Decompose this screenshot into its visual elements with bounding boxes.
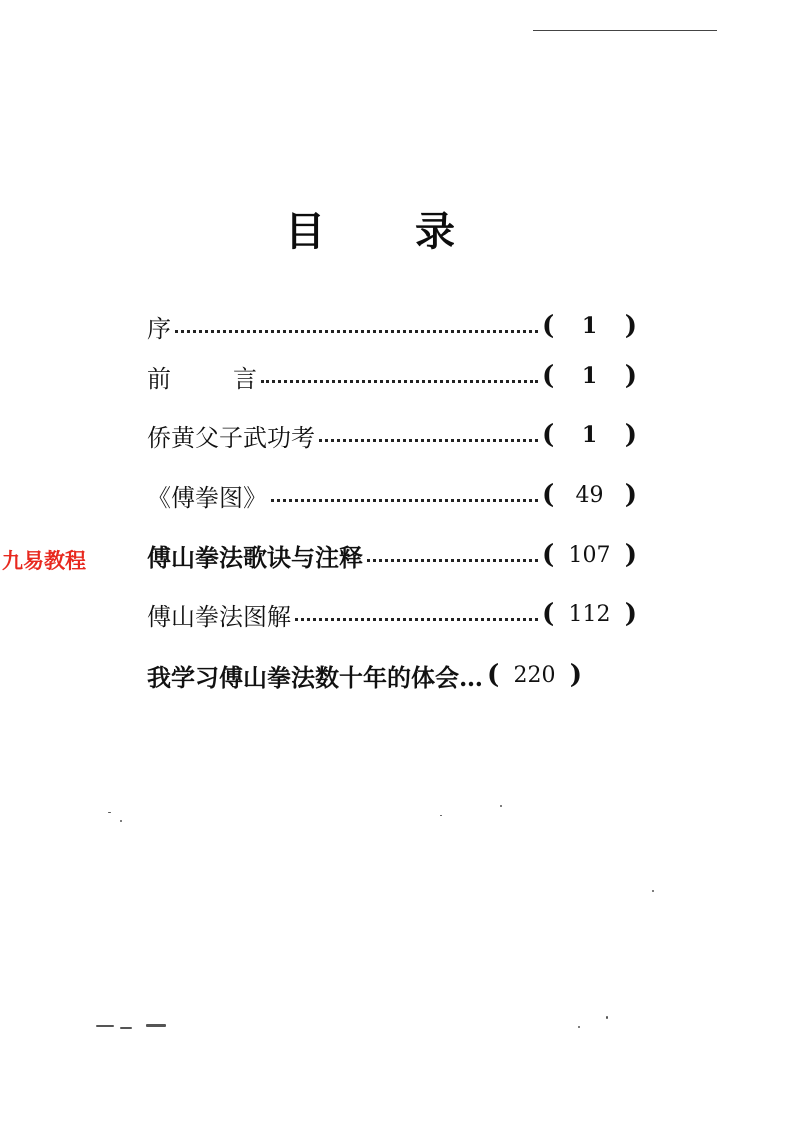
toc-page-ref bbox=[542, 311, 637, 341]
toc-entry-title: 序 bbox=[147, 314, 171, 343]
toc-page-number: 1 bbox=[581, 363, 598, 389]
dot-leader bbox=[367, 558, 538, 562]
toc-page-ref bbox=[542, 540, 637, 570]
toc-entry-title bbox=[147, 359, 257, 394]
toc-page-ref bbox=[542, 599, 637, 629]
scan-speck bbox=[606, 1016, 608, 1019]
close-paren: ) bbox=[569, 660, 582, 690]
toc-entry-title: 侨黄父子武功考 bbox=[147, 423, 315, 452]
toc-page-number: 1 bbox=[581, 313, 598, 339]
close-paren: ) bbox=[624, 420, 637, 450]
toc-entry-title-part-1: 前 bbox=[147, 364, 171, 393]
toc-entry-title: 傅山拳法图解 bbox=[147, 602, 291, 631]
close-paren: ) bbox=[624, 599, 637, 629]
watermark-label: 九易教程 bbox=[2, 549, 86, 573]
scan-speck bbox=[652, 890, 654, 892]
scan-speck bbox=[146, 1024, 166, 1027]
dot-leader bbox=[319, 438, 538, 442]
toc-entry-title: 《傅拳图》 bbox=[147, 483, 267, 512]
toc-entry-fu-quan-tu[interactable] bbox=[147, 475, 637, 515]
toc-entry-title: 我学习傅山拳法数十年的体会… bbox=[147, 662, 483, 692]
toc-page-number: 220 bbox=[513, 662, 556, 688]
page-title-char-2: 录 bbox=[415, 207, 455, 255]
open-paren: ( bbox=[542, 420, 555, 450]
toc-page-number: 1 bbox=[581, 422, 598, 448]
scan-speck bbox=[500, 805, 502, 807]
toc-page-number: 112 bbox=[568, 601, 611, 627]
close-paren: ) bbox=[624, 480, 637, 510]
toc-entry-title-part-2: 言 bbox=[233, 364, 257, 393]
open-paren: ( bbox=[487, 660, 500, 690]
toc-page-number: 107 bbox=[568, 542, 611, 568]
toc-entry-illustrated[interactable] bbox=[147, 594, 637, 634]
open-paren: ( bbox=[542, 311, 555, 341]
dot-leader bbox=[295, 617, 538, 621]
toc-entry-martial-arts-study[interactable] bbox=[147, 415, 637, 455]
toc-entry-foreword[interactable] bbox=[147, 356, 637, 396]
toc-entry-verses-annotations[interactable] bbox=[147, 535, 637, 575]
close-paren: ) bbox=[624, 540, 637, 570]
dot-leader bbox=[271, 498, 538, 502]
open-paren: ( bbox=[542, 361, 555, 391]
toc-page-number: 49 bbox=[575, 482, 604, 508]
toc-entry-title: 傅山拳法歌诀与注释 bbox=[147, 542, 363, 572]
toc-entry-preface[interactable] bbox=[147, 306, 637, 346]
scan-speck bbox=[440, 815, 442, 816]
scan-speck bbox=[96, 1025, 114, 1027]
scan-speck bbox=[578, 1026, 580, 1028]
scan-speck bbox=[120, 820, 122, 822]
close-paren: ) bbox=[624, 311, 637, 341]
scan-speck bbox=[108, 812, 111, 813]
open-paren: ( bbox=[542, 599, 555, 629]
toc-page-ref bbox=[542, 420, 637, 450]
toc-entry-reflections[interactable] bbox=[147, 655, 637, 695]
open-paren: ( bbox=[542, 480, 555, 510]
scan-speck bbox=[120, 1027, 132, 1029]
toc-page-ref bbox=[542, 480, 637, 510]
open-paren: ( bbox=[542, 540, 555, 570]
toc-page-ref bbox=[487, 660, 582, 690]
dot-leader bbox=[175, 329, 538, 333]
toc-page-ref bbox=[542, 361, 637, 391]
close-paren: ) bbox=[624, 361, 637, 391]
dot-leader bbox=[261, 379, 538, 383]
page-title-char-1: 目 bbox=[285, 207, 325, 255]
